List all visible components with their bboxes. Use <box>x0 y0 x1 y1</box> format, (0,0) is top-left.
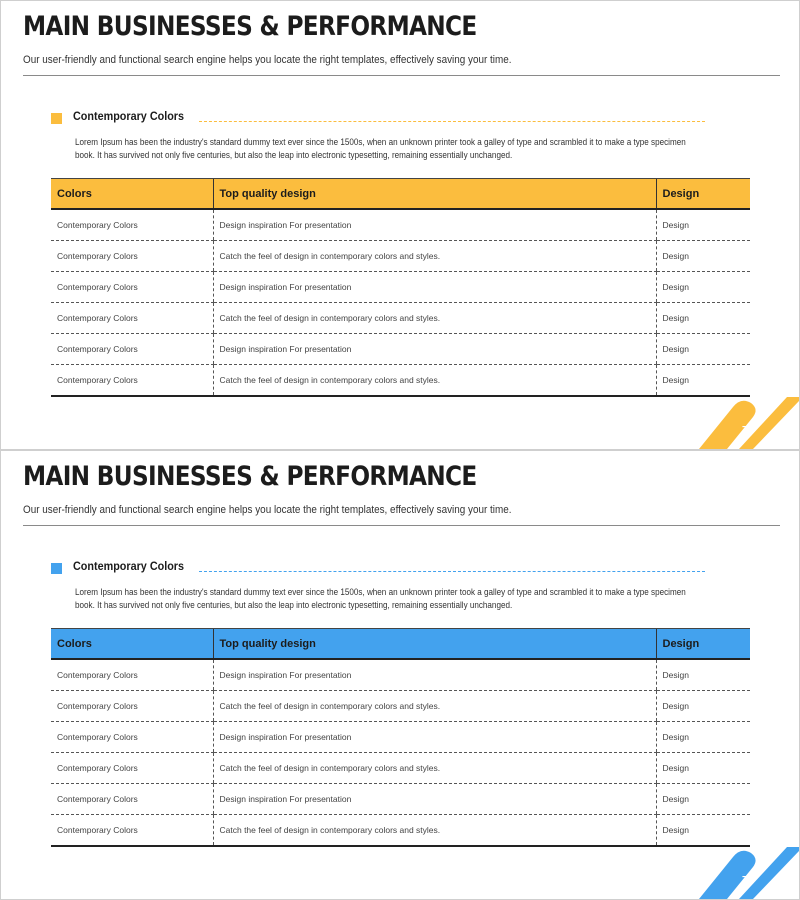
table-cell: Design inspiration For presentation <box>213 784 656 815</box>
table-cell: Contemporary Colors <box>57 375 138 385</box>
section-title: Contemporary Colors <box>73 109 185 123</box>
corner-stripes-decoration <box>699 397 799 449</box>
table-row <box>51 209 750 241</box>
section-description: Lorem Ipsum has been the industry's standard dummy text ever since the 1500s, when an unknown printer took a galley of type and scrambled it to make a type specimen book. It has survived not only five centuries, but also the leap into electronic typesetting, remaining essentially unchanged. <box>75 587 686 610</box>
slide-subtitle: Our user-friendly and functional search engine helps you locate the right templates, effectively saving your time. <box>23 54 512 66</box>
section-square-icon <box>51 563 62 574</box>
table-cell: Contemporary Colors <box>51 659 213 691</box>
column-header-top-quality-design: Top quality design <box>213 179 656 210</box>
table-cell: Contemporary Colors <box>51 691 213 722</box>
table-cell: Design inspiration For presentation <box>213 209 656 241</box>
table-cell: Design inspiration For presentation <box>213 334 656 365</box>
table-row <box>51 272 750 303</box>
table-header-row <box>51 179 750 210</box>
table-cell: Contemporary Colors <box>51 722 213 753</box>
table-cell: Design <box>656 753 750 784</box>
section-title: Contemporary Colors <box>73 559 185 573</box>
table-row <box>51 753 750 784</box>
table-cell: Catch the feel of design in contemporary colors and styles. <box>213 815 656 847</box>
slide[interactable] <box>0 450 800 900</box>
table-cell: Catch the feel of design in contemporary colors and styles. <box>213 365 656 397</box>
table-cell: Design <box>656 722 750 753</box>
table-row <box>51 815 750 847</box>
table-cell: Catch the feel of design in contemporary colors and styles. <box>213 303 656 334</box>
table-cell: Design <box>656 209 750 241</box>
data-table <box>51 628 750 847</box>
table-cell: Design <box>656 691 750 722</box>
section-dashed-divider <box>199 571 705 572</box>
table-cell: Design <box>656 241 750 272</box>
table-cell: Contemporary Colors <box>57 825 138 835</box>
table-cell: Contemporary Colors <box>51 272 213 303</box>
table-row <box>51 722 750 753</box>
table-cell: Catch the feel of design in contemporary colors and styles. <box>213 691 656 722</box>
table-row <box>51 334 750 365</box>
column-header-colors: Colors <box>51 179 213 210</box>
table-row <box>51 691 750 722</box>
page-number: 7 <box>742 875 748 886</box>
slide-title: MAIN BUSINESSES & PERFORMANCE <box>23 11 477 42</box>
table-row <box>51 784 750 815</box>
table-header-row <box>51 629 750 660</box>
table-cell: Contemporary Colors <box>51 241 213 272</box>
table-cell: Design <box>656 784 750 815</box>
table-cell: Design inspiration For presentation <box>213 659 656 691</box>
slide-subtitle: Our user-friendly and functional search engine helps you locate the right templates, effectively saving your time. <box>23 504 512 516</box>
column-header-design: Design <box>656 179 750 210</box>
section-description: Lorem Ipsum has been the industry's standard dummy text ever since the 1500s, when an unknown printer took a galley of type and scrambled it to make a type specimen book. It has survived not only five centuries, but also the leap into electronic typesetting, remaining essentially unchanged. <box>75 137 686 160</box>
table-row <box>51 365 750 397</box>
table-row <box>51 303 750 334</box>
page-number: 7 <box>742 425 748 436</box>
table-cell: Design inspiration For presentation <box>213 272 656 303</box>
table-cell: Contemporary Colors <box>51 209 213 241</box>
section-dashed-divider <box>199 121 705 122</box>
table-cell: Design <box>656 334 750 365</box>
column-header-colors: Colors <box>51 629 213 660</box>
table-row <box>51 659 750 691</box>
data-table <box>51 178 750 397</box>
table-cell: Contemporary Colors <box>51 334 213 365</box>
table-cell: Design <box>656 365 750 397</box>
title-divider <box>23 75 780 76</box>
table-cell: Catch the feel of design in contemporary colors and styles. <box>213 241 656 272</box>
table-cell: Contemporary Colors <box>51 303 213 334</box>
table-cell: Catch the feel of design in contemporary colors and styles. <box>213 753 656 784</box>
table-cell: Contemporary Colors <box>51 753 213 784</box>
table-cell: Design <box>656 815 750 847</box>
table-cell: Design <box>656 303 750 334</box>
table-cell: Design <box>656 272 750 303</box>
column-header-design: Design <box>656 629 750 660</box>
table-cell: Design <box>656 659 750 691</box>
title-divider <box>23 525 780 526</box>
corner-stripes-decoration <box>699 847 799 899</box>
column-header-top-quality-design: Top quality design <box>213 629 656 660</box>
table-cell: Design inspiration For presentation <box>213 722 656 753</box>
table-row <box>51 241 750 272</box>
slide-title: MAIN BUSINESSES & PERFORMANCE <box>23 461 477 492</box>
section-square-icon <box>51 113 62 124</box>
table-cell: Contemporary Colors <box>51 784 213 815</box>
